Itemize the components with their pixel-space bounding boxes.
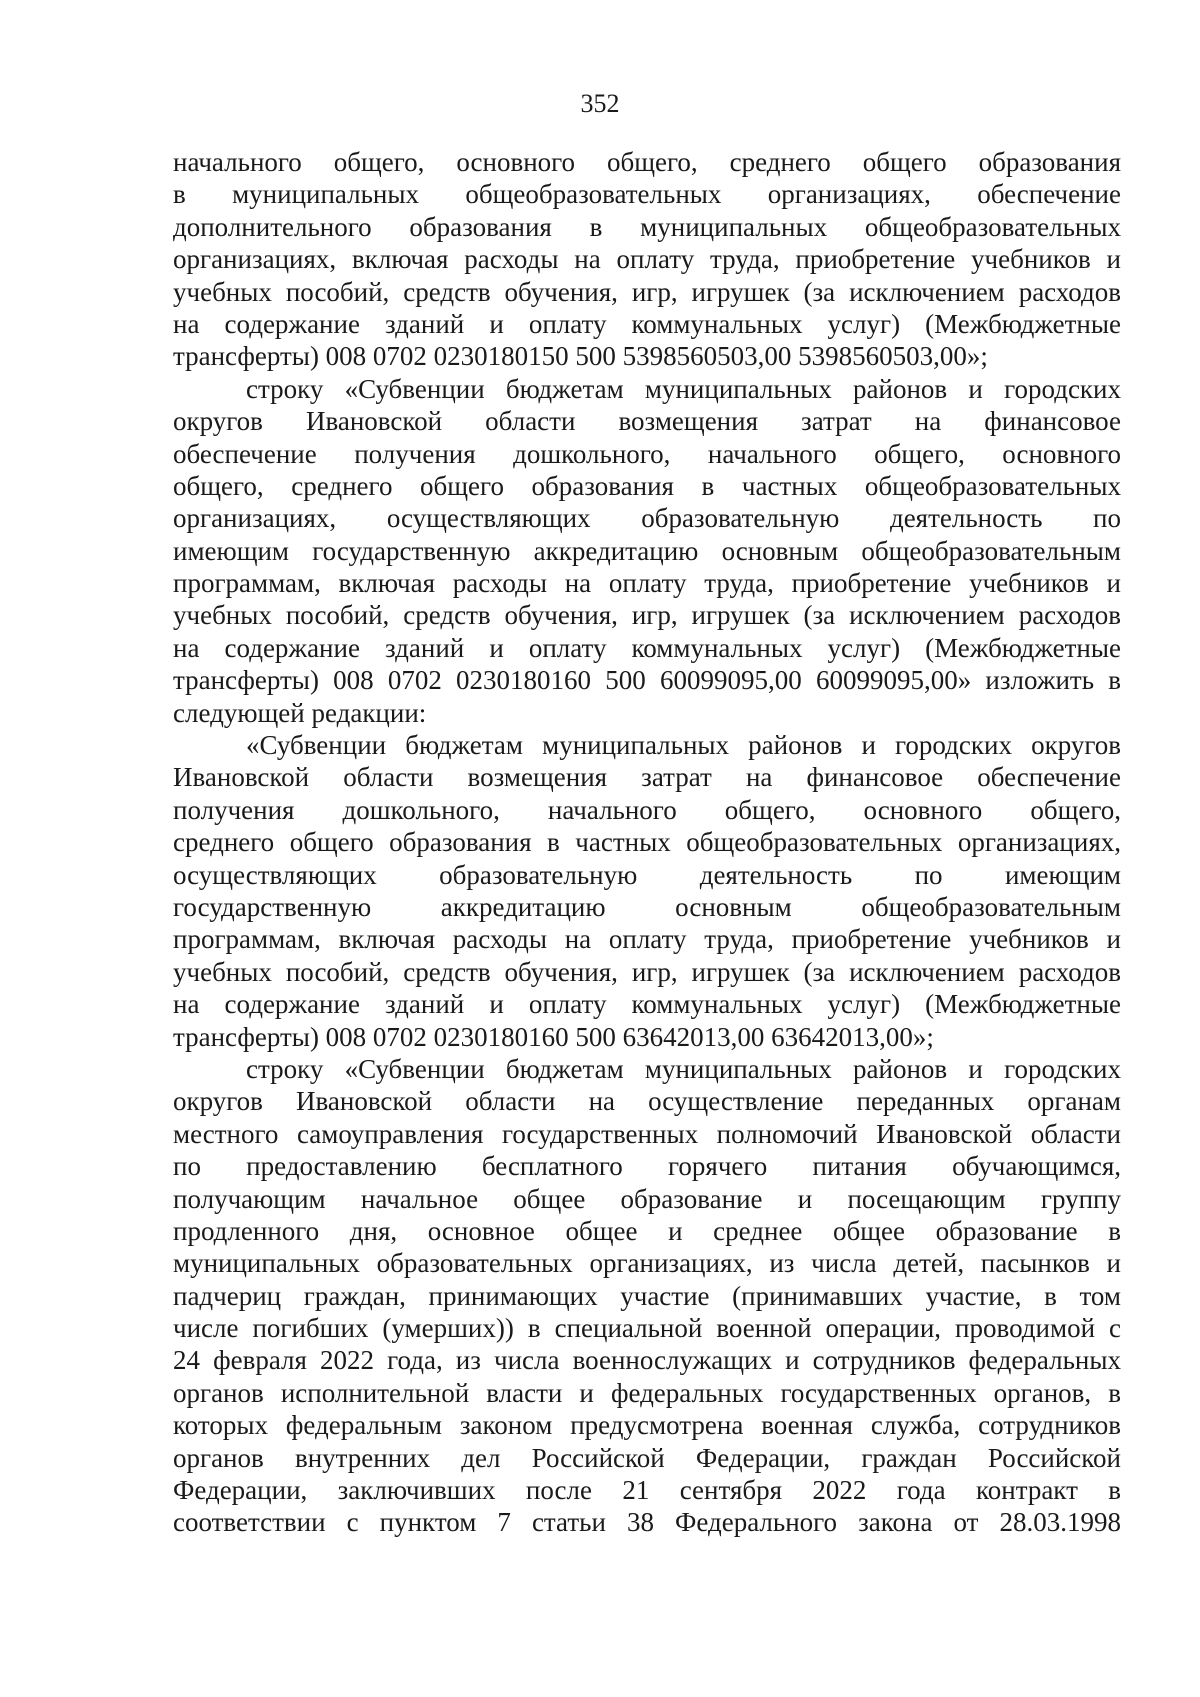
text-line: местного самоуправления государственных полномочий Ивановской области	[173, 1118, 1121, 1149]
text-line: организациях, включая расходы на оплату труда, приобретение учебников и	[173, 244, 1121, 275]
text-line: начального общего, основного общего, среднего общего образования	[173, 147, 1121, 177]
text-line: на содержание зданий и оплату коммунальных услуг) (Межбюджетные	[173, 989, 1121, 1020]
text-line: получения дошкольного, начального общего, основного общего,	[173, 794, 1121, 825]
page-number: 352	[580, 89, 620, 118]
text-line: строку «Субвенции бюджетам муниципальных районов и городских	[246, 373, 1121, 404]
text-line: дополнительного образования в муниципальных общеобразовательных	[173, 211, 1121, 242]
text-line: следующей редакции:	[173, 697, 427, 728]
text-line: числе погибших (умерших)) в специальной военной операции, проводимой с	[173, 1313, 1121, 1344]
text-line: строку «Субвенции бюджетам муниципальных районов и городских	[246, 1053, 1121, 1084]
text-line: округов Ивановской области на осуществление переданных органам	[173, 1086, 1121, 1117]
text-line: организациях, осуществляющих образовательную деятельность по	[173, 503, 1121, 534]
text-line: трансферты) 008 0702 0230180150 500 5398560503,00 5398560503,00»;	[173, 341, 988, 372]
text-line: органов внутренних дел Российской Федерации, граждан Российской	[173, 1442, 1121, 1473]
text-line: на содержание зданий и оплату коммунальных услуг) (Межбюджетные	[173, 632, 1121, 663]
text-line: обеспечение получения дошкольного, начального общего, основного	[173, 438, 1121, 469]
text-line: органов исполнительной власти и федеральных государственных органов, в	[173, 1377, 1121, 1408]
text-line: 24 февраля 2022 года, из числа военнослужащих и сотрудников федеральных	[173, 1345, 1121, 1376]
text-line: на содержание зданий и оплату коммунальных услуг) (Межбюджетные	[173, 308, 1121, 339]
text-line: продленного дня, основное общее и среднее общее образование в	[173, 1215, 1121, 1246]
text-line: которых федеральным законом предусмотрена военная служба, сотрудников	[173, 1410, 1121, 1441]
text-line: соответствии с пунктом 7 статьи 38 Федерального закона от 28.03.1998	[173, 1507, 1121, 1538]
text-line: имеющим государственную аккредитацию основным общеобразовательным	[173, 535, 1121, 566]
text-line: по предоставлению бесплатного горячего питания обучающимся,	[173, 1151, 1121, 1182]
text-line: осуществляющих образовательную деятельность по имеющим	[173, 859, 1121, 890]
text-line: программам, включая расходы на оплату труда, приобретение учебников и	[173, 924, 1121, 955]
text-line: в муниципальных общеобразовательных организациях, обеспечение	[173, 179, 1121, 210]
text-line: трансферты) 008 0702 0230180160 500 63642013,00 63642013,00»;	[173, 1021, 934, 1052]
text-line: учебных пособий, средств обучения, игр, игрушек (за исключением расходов	[173, 276, 1121, 307]
text-line: общего, среднего общего образования в частных общеобразовательных	[173, 470, 1121, 501]
text-line: среднего общего образования в частных общеобразовательных организациях,	[173, 827, 1121, 858]
text-line: учебных пособий, средств обучения, игр, игрушек (за исключением расходов	[173, 956, 1121, 987]
text-line: округов Ивановской области возмещения затрат на финансовое	[173, 406, 1121, 437]
text-line: Ивановской области возмещения затрат на финансовое обеспечение	[173, 762, 1121, 793]
text-line: учебных пособий, средств обучения, игр, игрушек (за исключением расходов	[173, 600, 1121, 631]
document-body	[173, 146, 1121, 1539]
text-line: государственную аккредитацию основным общеобразовательным	[173, 891, 1121, 922]
text-line: трансферты) 008 0702 0230180160 500 60099095,00 60099095,00» изложить в	[173, 665, 1121, 696]
text-line: программам, включая расходы на оплату труда, приобретение учебников и	[173, 568, 1121, 599]
text-line: получающим начальное общее образование и посещающим группу	[173, 1183, 1121, 1214]
text-line: муниципальных образовательных организациях, из числа детей, пасынков и	[173, 1248, 1121, 1279]
text-line: падчериц граждан, принимающих участие (принимавших участие, в том	[173, 1280, 1121, 1311]
text-line: «Субвенции бюджетам муниципальных районов и городских округов	[246, 730, 1121, 761]
text-line: Федерации, заключивших после 21 сентября 2022 года контракт в	[173, 1475, 1121, 1506]
